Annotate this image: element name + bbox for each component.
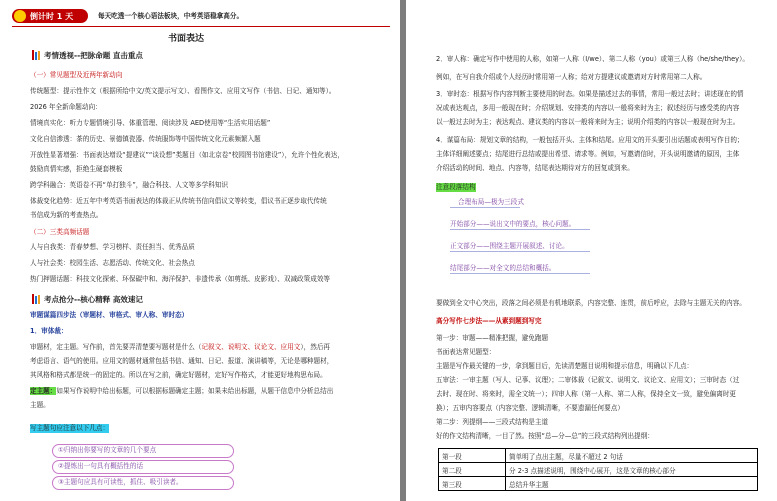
table-row (439, 477, 758, 491)
tip-item: ②提炼出一句具有概括性的话 (58, 462, 144, 470)
section-title-key-points: 考点抢分--核心精释 高效速记 (44, 295, 143, 304)
paragraph: 3．审时态：根据写作内容判断主要使用的时态。如果是描述过去的事情，常用一般过去时；讲述现在的情 (436, 90, 744, 98)
step-heading: 1．审体裁： (30, 327, 68, 335)
flame-icon (14, 10, 26, 22)
subheading-question-types: （一）常见题型及近两年新动向 (30, 71, 123, 79)
table-cell: 第二段 (439, 463, 506, 477)
paragraph: 体裁变化趋势：近五年中考英语书面表达的体裁正从传统书信向倡议文等转变，倡议书正逐步取代传统 (30, 197, 327, 205)
table-row (439, 463, 758, 477)
paragraph: 主题。 (30, 401, 50, 409)
paragraph: 主题是写作最关键的一步，拿到题目后，先读清楚题目说明和提示信息，明确以下几点： (436, 362, 694, 370)
paragraph: 跨学科融合：英语卷不再“单打独斗”，融合科技、人文等多学科知识 (30, 181, 229, 189)
header-divider (12, 26, 390, 27)
paragraph: 鼓励真情实感，拒绝生硬套模板 (30, 165, 123, 173)
table-cell: 简单明了点出主题，尽量不超过 2 句话 (506, 449, 758, 463)
tip-item: ①归纳出你要写的文章的几个要点 (58, 446, 157, 454)
paragraph: 考虑语言、语气的使用。应用文的题材通常包括书信、通知、日记、报道、演讲稿等，无论是哪种题材， (30, 357, 334, 365)
paragraph: 2．审人称：确定写作中使用的人称，如第一人称（I/we）、第二人称（you）或第三人称（he/she/they）。 (436, 55, 749, 63)
table-cell: 第一段 (439, 449, 506, 463)
document-page-right (406, 0, 777, 501)
table-cell: 总结升华主题 (506, 477, 758, 491)
structure-item: 合理布局—极为三段式 (458, 198, 524, 206)
paragraph: 况或表达观点，多用一般现在时；介绍规划、安排类的内容以一般将来时为主；叙述经历与感受类的内容 (436, 104, 740, 112)
paragraph: 情境真实化：听力专题情境引导、体重管理、阅读涉及 AED使用等“生活实用话题” (30, 119, 271, 127)
paragraph: 第一步：审题——精准把握，避免跑题 (436, 334, 549, 342)
paragraph: 换）；五审内容要点（内容完整、逻辑清晰，不要遗漏任何要点） (436, 404, 624, 412)
paragraph: 4．谋篇布局：规划文章的结构，一般包括开头、主体和结尾。应用文的开头要引出话题或表明写作目的； (436, 136, 744, 144)
table-row (439, 449, 758, 463)
structure-item: 结尾部分——对全文的总结和概括。 (450, 264, 556, 272)
books-icon (32, 294, 42, 304)
structure-highlight: 注意段落结构 (436, 183, 476, 191)
paragraph: 要做到全文中心突出，段落之间必须是有机地联系，内容完整、连贯，前后呼应，去除与主题无关的内容。 (436, 299, 746, 307)
subheading-four-steps: 审题谋篇四步法（审题材、审格式、审人称、审时态） (30, 311, 189, 319)
structure-item: 开始部分——说出文中的要点，核心问题。 (450, 220, 576, 228)
table-cell: 分 2-3 点描述说明，围绕中心展开，这是文章的核心部分 (506, 463, 758, 477)
paragraph: 文化自信渗透：茶的历史、景德镇瓷器、传统服饰等中国传统文化元素频繁入题 (30, 135, 261, 143)
paragraph: 定主题：如果写作说明中给出标题，可以根据标题确定主题；如果未给出标题，从题干信息中分析总结出 (30, 387, 334, 395)
page-title: 书面表达 (168, 34, 205, 44)
paragraph: 去时、现在时、将来时，需全文统一）；四审人称（第一人称、第二人称，保持全文一致，避免偏离时更 (436, 390, 737, 398)
paragraph: 例如，在写自我介绍或个人经历时常用第一人称；给对方提建议或邀请对方时常用第二人称。 (436, 73, 707, 81)
paragraph: 介绍活动的时间、地点、内容等，结尾表达期待对方的回复或到来。 (436, 164, 634, 172)
paragraph: 热门押题话题：科技文化探索、环保碳中和、海洋保护、非遗传承（如剪纸、皮影戏）、双减政策成效等 (30, 275, 331, 283)
paragraph: 其风格和格式都是统一的固定的。所以在写之前，确定好题材，定好写作格式，才能更好地构思布局。 (30, 371, 327, 379)
subheading-topics: （二）三类高频话题 (30, 228, 90, 236)
tip-item: ③主题句应具有可读性，抓住、吸引读者。 (58, 478, 183, 486)
paragraph: 第二步：列提纲——三段式结构是主道 (436, 418, 549, 426)
paragraph: 书信成为新的考查热点。 (30, 211, 103, 219)
paragraph: 五审法：一审主题（写人、记事、议理）；二审体裁（记叙文、说明文、议论文、应用文）；三审时态（过 (436, 376, 740, 384)
countdown-badge (12, 9, 88, 23)
paragraph: 人与自我类：青春梦想、学习榜样、责任担当、优秀品质 (30, 243, 195, 251)
subheading-seven-steps: 高分写作七步法——从素到题到写完 (436, 317, 542, 325)
paragraph: 审题材，定主题。写作前，首先要弄清楚要写题材是什么（记叙文、说明文、议论文、应用文），然后再 (30, 343, 331, 351)
paragraph: 开放性显著增强：书面表达增设“提建议”“谈设想”类题目（如北京卷“校园图书馆建设”），允许个性化表达， (30, 151, 344, 159)
paragraph: 书面表达常见题型： (436, 348, 496, 356)
paragraph: 以一般过去时为主；表达观点、建议类的内容以一般将来时为主；说明介绍类的内容以一般现在时为主。 (436, 118, 740, 126)
header-tagline: 每天吃透一个核心语法板块，中考英语稳拿高分。 (98, 12, 244, 20)
paragraph: 传统题型：提示性作文（根据所给中文/英文提示写文）、看图作文、应用文写作（书信、日记、通知等）。 (30, 87, 336, 95)
table-cell: 第三段 (439, 477, 506, 491)
paragraph: 主体详细阐述要点；结尾进行总结或提出希望、请求等。例如，写邀请信时，开头说明邀请的原因，主体 (436, 150, 740, 158)
paragraph: 人与社会类：校园生活、志愿活动、传统文化、社会热点 (30, 259, 195, 267)
countdown-label: 倒计时 1 天 (30, 12, 74, 21)
outline-table (438, 448, 758, 491)
structure-box (440, 195, 600, 287)
structure-item: 正文部分——围绕主题开展叙述、讨论。 (450, 242, 569, 250)
section-title-analysis: 考情透视--把脉命题 直击重点 (44, 51, 143, 60)
paragraph: 好的作文结构清晰，一目了然。按照“总—分—总”的三段式结构列出提纲： (436, 432, 654, 440)
note-highlight: 写主题句应注意以下几点： (30, 424, 110, 432)
books-icon (32, 50, 42, 60)
paragraph: 2026 年全新命题动向： (30, 103, 102, 111)
